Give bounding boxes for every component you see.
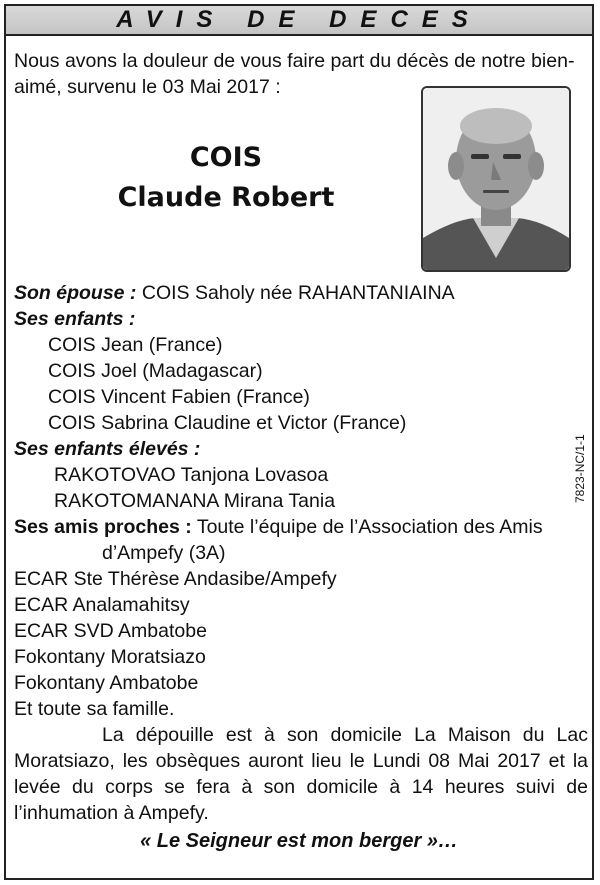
remarks-line-1: La dépouille est à son domicile La Maison du Lac <box>102 724 588 746</box>
reference-code: 7823-NC/1-1 <box>573 434 587 503</box>
raised-child-item: RAKOTOMANANA Mirana Tania <box>54 490 336 512</box>
child-item: COIS Vincent Fabien (France) <box>48 386 310 408</box>
remarks-line-3: levée du corps se fera à son domicile à 14 heures suivi de <box>14 776 588 798</box>
notice-header <box>6 6 592 36</box>
friend-item: Et toute sa famille. <box>14 698 175 720</box>
deceased-surname: COIS <box>189 142 263 173</box>
deceased-given-names: Claude Robert <box>117 182 335 213</box>
friend-item: ECAR SVD Ambatobe <box>14 620 207 642</box>
child-item: COIS Jean (France) <box>48 334 223 356</box>
remarks-line-2: Moratsiazo, les obsèques auront lieu le Lundi 08 Mai 2017 et la <box>14 750 588 772</box>
raised-children-label: Ses enfants élevés : <box>14 438 201 460</box>
child-item: COIS Joel (Madagascar) <box>48 360 263 382</box>
portrait-icon <box>423 88 569 270</box>
friend-item: Fokontany Ambatobe <box>14 672 199 694</box>
child-item: COIS Sabrina Claudine et Victor (France) <box>48 412 407 434</box>
intro-line-2: aimé, survenu le 03 Mai 2017 : <box>14 76 281 98</box>
portrait-photo <box>421 86 571 272</box>
notice-title: AVIS DE DECES <box>116 6 482 33</box>
children-label: Ses enfants : <box>14 308 136 330</box>
friend-item: ECAR Analamahitsy <box>14 594 190 616</box>
friends-value: Toute l’équipe de l’Association des Amis <box>191 516 543 538</box>
spouse-line <box>14 280 455 306</box>
friends-label: Ses amis proches : <box>14 516 192 538</box>
closing-quote: « Le Seigneur est mon berger »… <box>140 830 458 852</box>
spouse-value: COIS Saholy née RAHANTANIAINA <box>136 282 455 304</box>
death-notice <box>4 4 594 880</box>
friend-item: ECAR Ste Thérèse Andasibe/Ampefy <box>14 568 337 590</box>
friend-item: Fokontany Moratsiazo <box>14 646 206 668</box>
remarks-line-4: l’inhumation à Ampefy. <box>14 802 209 824</box>
spouse-label: Son épouse : <box>14 282 137 304</box>
friends-line <box>14 514 543 540</box>
intro-line-1: Nous avons la douleur de vous faire part du décès de notre bien- <box>14 50 575 72</box>
raised-child-item: RAKOTOVAO Tanjona Lovasoa <box>54 464 329 486</box>
friends-line-2: d’Ampefy (3A) <box>102 542 226 564</box>
